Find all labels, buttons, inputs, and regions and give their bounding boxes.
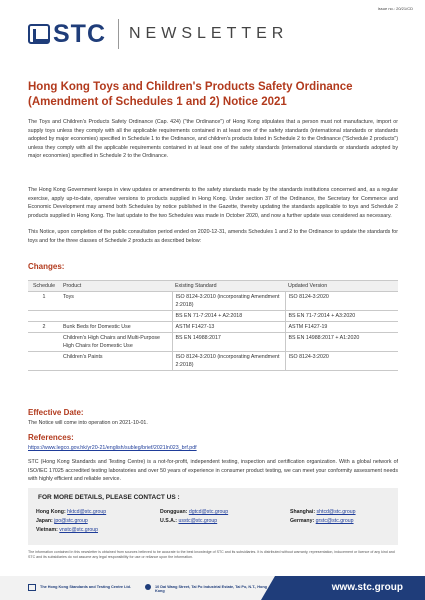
footer bbox=[0, 576, 425, 600]
contact-vietnam bbox=[36, 526, 98, 534]
contact-usa bbox=[160, 517, 217, 525]
stc-logo bbox=[28, 20, 106, 49]
cell-product: Children's Paints bbox=[60, 352, 172, 371]
column-header-product: Product bbox=[60, 281, 172, 292]
article-title: Hong Kong Toys and Children's Products Safety Ordinance (Amendment of Schedules 1 and 2) Notice 2021 bbox=[28, 81, 353, 108]
contact-label: U.S.A.: bbox=[160, 518, 178, 524]
footer-right-band bbox=[275, 576, 425, 600]
intro-paragraph: The Toys and Children's Products Safety Ordinance (Cap. 424) ("the Ordinance") of Hong Kong stipulates that a person must not manufacture, import or supply toys unless they comply with all the applicable requirements contained in at least one of the safety standards (international standards or standards adopted by major economies) specified in Schedule 1 to the Ordinance, and children's products listed in Schedule 2 to the Ordinance ("Schedule 2 products") unless they comply with all the applicable requirements contained in at least one of the safety standards (international standards or standards adopted by major economies) specified in Schedule 2 to the Ordinance. bbox=[28, 119, 398, 159]
footer-address: 10 Dai Wang Street, Tai Po Industrial Estate, Tai Po, N.T., Hong Kong bbox=[155, 585, 267, 593]
cell-updated: ISO 8124-3:2020 bbox=[285, 292, 398, 311]
email-link-germany[interactable]: grstc@stc.group bbox=[315, 518, 354, 524]
table-row bbox=[28, 311, 398, 322]
cell-updated: BS EN 71-7:2014 + A3:2020 bbox=[285, 311, 398, 322]
column-header-existing: Existing Standard bbox=[172, 281, 285, 292]
contact-germany bbox=[290, 517, 354, 525]
footer-left-band bbox=[0, 576, 275, 600]
table-row bbox=[28, 352, 398, 371]
newsletter-header bbox=[28, 16, 397, 52]
contact-title: FOR MORE DETAILS, PLEASE CONTACT US : bbox=[38, 494, 180, 501]
cell-product bbox=[60, 311, 172, 322]
changes-table bbox=[28, 280, 398, 371]
cell-existing: ASTM F1427-13 bbox=[172, 322, 285, 333]
contact-label: Hong Kong: bbox=[36, 509, 66, 515]
cell-updated: BS EN 14988:2017 + A1:2020 bbox=[285, 333, 398, 352]
issue-number: Issue no.: 20/21/CD bbox=[377, 6, 413, 11]
location-pin-icon bbox=[145, 584, 151, 590]
table-row bbox=[28, 333, 398, 352]
cell-product: Toys bbox=[60, 292, 172, 311]
cell-schedule bbox=[28, 352, 60, 371]
contact-label: Dongguan: bbox=[160, 509, 188, 515]
footer-logo-icon bbox=[28, 584, 36, 591]
contact-dongguan bbox=[160, 508, 228, 516]
government-paragraph: The Hong Kong Government keeps in view updates or amendments to the safety standards made by the standards institutions concerned and, as a regular exercise, apply up-to-date, operative versions to products supplied in Hong Kong. Under section 37 of the Ordinance, the Secretary for Commerce and Economic Development may amend both Schedules by notice published in the Gazette, thereby updating the standards applicable to toys and Schedule 2 products supplied in Hong Kong. The last update to the two Schedules was made in October 2020, and now a further update was considered as necessary. bbox=[28, 187, 398, 219]
contact-label: Shanghai: bbox=[290, 509, 316, 515]
logo-text: STC bbox=[53, 19, 106, 48]
contact-label: Germany: bbox=[290, 518, 315, 524]
notice-paragraph: This Notice, upon completion of the public consultation period ended on 2020-12-31, amends Schedules 1 and 2 to the Ordinance to update the standards for toys and for the three classes of Schedule 2 products as described below: bbox=[28, 229, 398, 244]
header-divider bbox=[118, 19, 119, 49]
email-link-dongguan[interactable]: dgtcd@stc.group bbox=[188, 509, 229, 515]
contact-hong-kong bbox=[36, 508, 106, 516]
contact-label: Japan: bbox=[36, 518, 53, 524]
email-link-japan[interactable]: jpo@stc.group bbox=[54, 518, 88, 524]
table-row bbox=[28, 322, 398, 333]
footer-website-link[interactable]: www.stc.group bbox=[331, 582, 403, 593]
email-link-usa[interactable]: usstc@stc.group bbox=[178, 518, 218, 524]
cell-schedule: 2 bbox=[28, 322, 60, 333]
column-header-updated: Updated Version bbox=[285, 281, 398, 292]
cell-schedule bbox=[28, 333, 60, 352]
cell-product: Children's High Chairs and Multi-Purpose High Chairs for Domestic Use bbox=[60, 333, 172, 352]
changes-heading: Changes: bbox=[28, 262, 65, 271]
email-link-hong-kong[interactable]: hktcd@stc.group bbox=[67, 509, 107, 515]
cell-existing: ISO 8124-3:2010 (incorporating Amendment 2:2018) bbox=[172, 352, 285, 371]
newsletter-label: NEWSLETTER bbox=[129, 25, 289, 42]
disclaimer: The information contained in this newsletter is obtained from sources believed to be accurate to the best knowledge of STC and its subsidiaries. It is distributed without warranty, representation, inducement or licence of any kind and STC and its subsidiaries do not assume any legal responsibility for use or reliance upon the information. bbox=[28, 550, 395, 560]
column-header-schedule: Schedule bbox=[28, 281, 60, 292]
cell-updated: ISO 8124-3:2020 bbox=[285, 352, 398, 371]
cell-existing: BS EN 71-7:2014 + A2:2018 bbox=[172, 311, 285, 322]
cell-existing: ISO 8124-3:2010 (incorporating Amendment 2:2018) bbox=[172, 292, 285, 311]
email-link-vietnam[interactable]: vnstc@stc.group bbox=[59, 527, 98, 533]
cell-product: Bunk Beds for Domestic Use bbox=[60, 322, 172, 333]
table-header-row bbox=[28, 281, 398, 292]
cell-updated: ASTM F1427-19 bbox=[285, 322, 398, 333]
contact-label: Vietnam: bbox=[36, 527, 58, 533]
effective-date-text: The Notice will come into operation on 2021-10-01. bbox=[28, 420, 148, 426]
effective-date-heading: Effective Date: bbox=[28, 408, 84, 417]
cell-schedule: 1 bbox=[28, 292, 60, 311]
contact-shanghai bbox=[290, 508, 356, 516]
cell-schedule bbox=[28, 311, 60, 322]
contact-japan bbox=[36, 517, 88, 525]
stc-logo-icon bbox=[28, 24, 50, 44]
references-heading: References: bbox=[28, 433, 74, 442]
about-stc-paragraph: STC (Hong Kong Standards and Testing Centre) is a not-for-profit, independent testing, inspection and certification organization. With a global network of ISO/IEC 17025 accredited testing laboratories and over 50 years of experience in consumer product testing, we can meet your conformity assessment needs with highly efficient and reliable service. bbox=[28, 459, 398, 482]
footer-company-name: The Hong Kong Standards and Testing Centre Ltd. bbox=[40, 585, 132, 589]
cell-existing: BS EN 14988:2017 bbox=[172, 333, 285, 352]
reference-link[interactable]: https://www.legco.gov.hk/yr20-21/english/subleg/brief/2021ln023_brf.pdf bbox=[28, 445, 197, 451]
email-link-shanghai[interactable]: shtcd@stc.group bbox=[316, 509, 356, 515]
table-row bbox=[28, 292, 398, 311]
contact-box bbox=[28, 488, 398, 545]
